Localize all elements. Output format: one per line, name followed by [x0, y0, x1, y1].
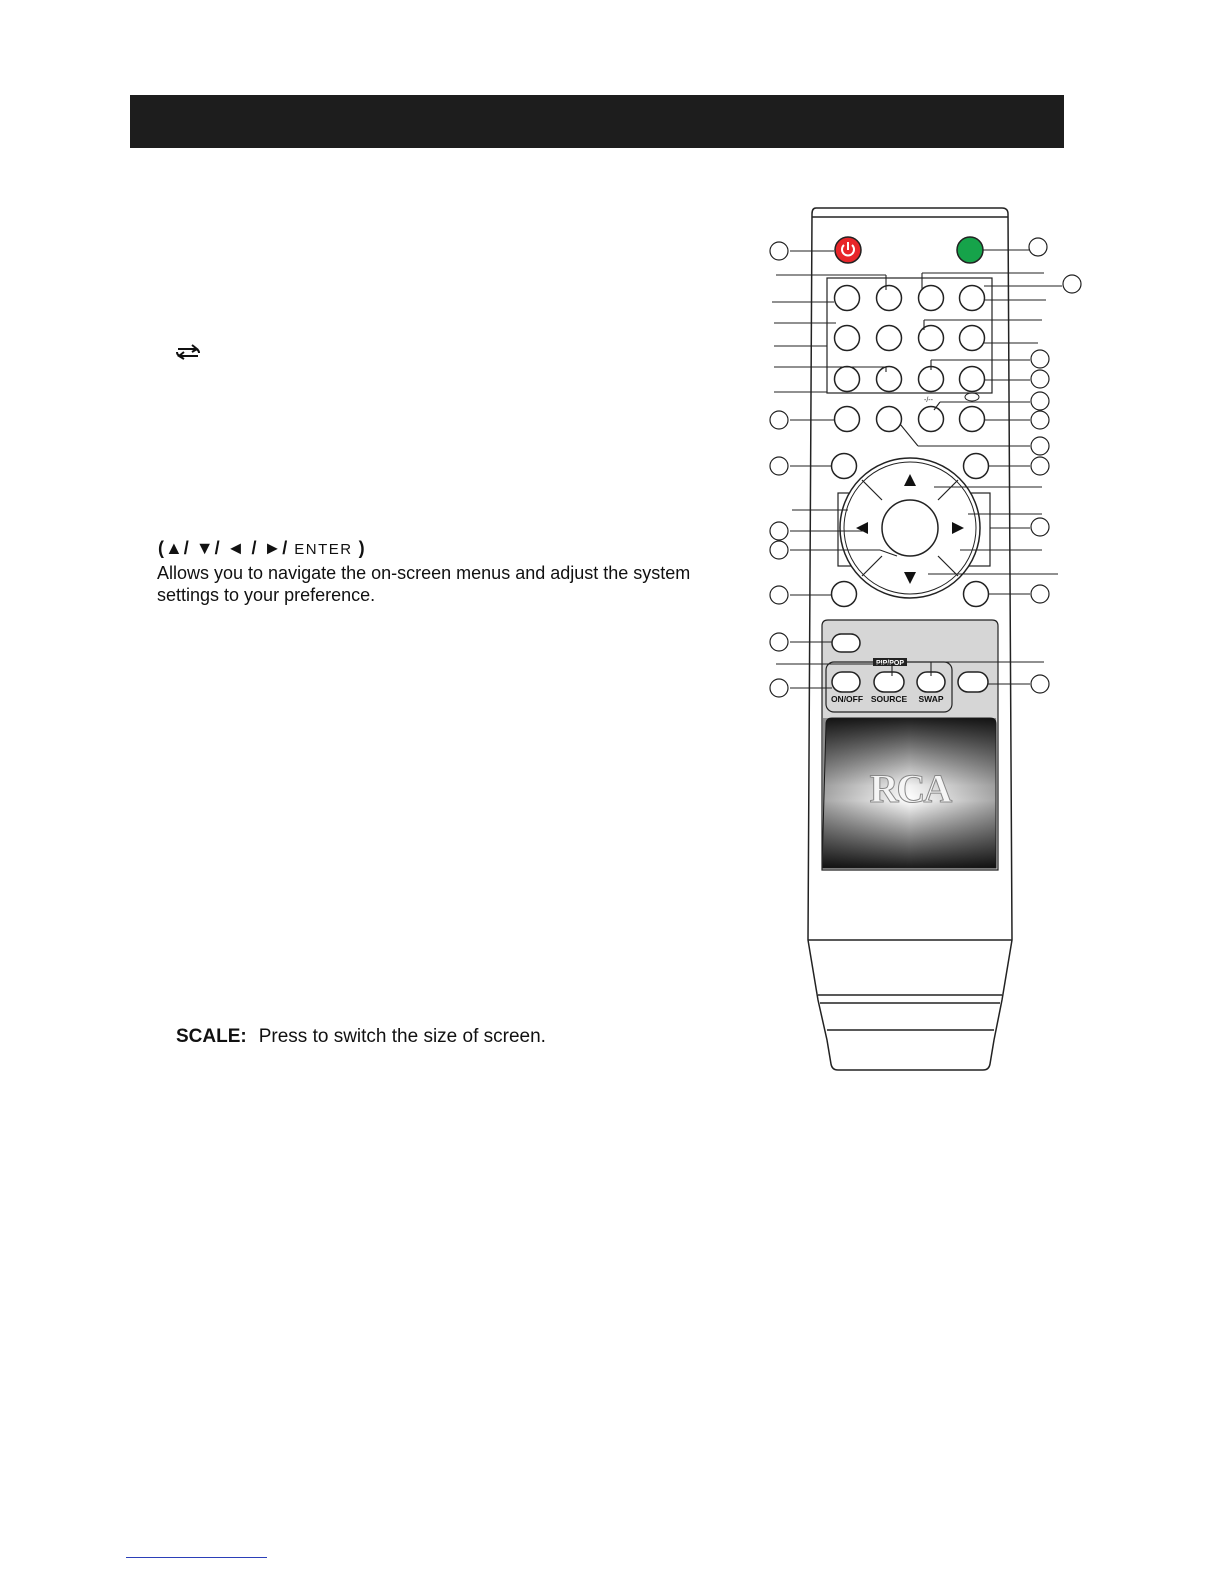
pip-on-off-button[interactable]: [832, 672, 860, 692]
swap-label: SWAP: [918, 694, 944, 704]
loop-arrows-icon: [172, 342, 204, 362]
remote-control-diagram: [760, 200, 1090, 1080]
side-button-left[interactable]: [832, 582, 857, 607]
number-button[interactable]: [960, 286, 985, 311]
number-button[interactable]: [835, 326, 860, 351]
brand-logo-plate: [822, 718, 996, 868]
scale-text: Press to switch the size of screen.: [258, 1026, 546, 1047]
number-button[interactable]: [835, 286, 860, 311]
dash-button[interactable]: [919, 407, 944, 432]
power-button[interactable]: [835, 237, 861, 263]
menu-button[interactable]: [832, 454, 857, 479]
navigation-heading-suffix: ): [358, 538, 366, 558]
navigation-heading-enter: ENTER: [294, 541, 353, 558]
header-bar: [130, 95, 1064, 148]
number-button[interactable]: [919, 367, 944, 392]
number-button[interactable]: [960, 326, 985, 351]
function-button[interactable]: [835, 407, 860, 432]
recall-button[interactable]: [960, 407, 985, 432]
on-off-label: ON/OFF: [830, 694, 864, 704]
side-button-right[interactable]: [964, 582, 989, 607]
navigation-description: Allows you to navigate the on-screen menus and adjust the system settings to your preference.: [157, 563, 691, 605]
pip-pop-label: PIP/POP: [875, 660, 905, 667]
scale-button[interactable]: [958, 672, 988, 692]
dash-label: -/--: [924, 397, 933, 404]
footer-link-underline[interactable]: [126, 1557, 267, 1558]
number-button[interactable]: [919, 326, 944, 351]
pip-source-button[interactable]: [874, 672, 904, 692]
brand-logo: RCA: [869, 766, 951, 811]
navigation-heading: [158, 537, 366, 561]
source-label: SOURCE: [870, 694, 908, 704]
number-button[interactable]: [835, 367, 860, 392]
navigation-heading-prefix: (▲/ ▼/ ◄ / ►/: [158, 538, 289, 558]
number-button[interactable]: [877, 326, 902, 351]
number-button[interactable]: [877, 286, 902, 311]
exit-button[interactable]: [964, 454, 989, 479]
scale-description: [176, 1026, 546, 1048]
panel-top-button[interactable]: [832, 634, 860, 652]
scale-label: SCALE:: [176, 1026, 247, 1047]
number-button[interactable]: [877, 367, 902, 392]
function-button[interactable]: [877, 407, 902, 432]
enter-button[interactable]: [882, 500, 938, 556]
number-button[interactable]: [960, 367, 985, 392]
green-button[interactable]: [957, 237, 983, 263]
